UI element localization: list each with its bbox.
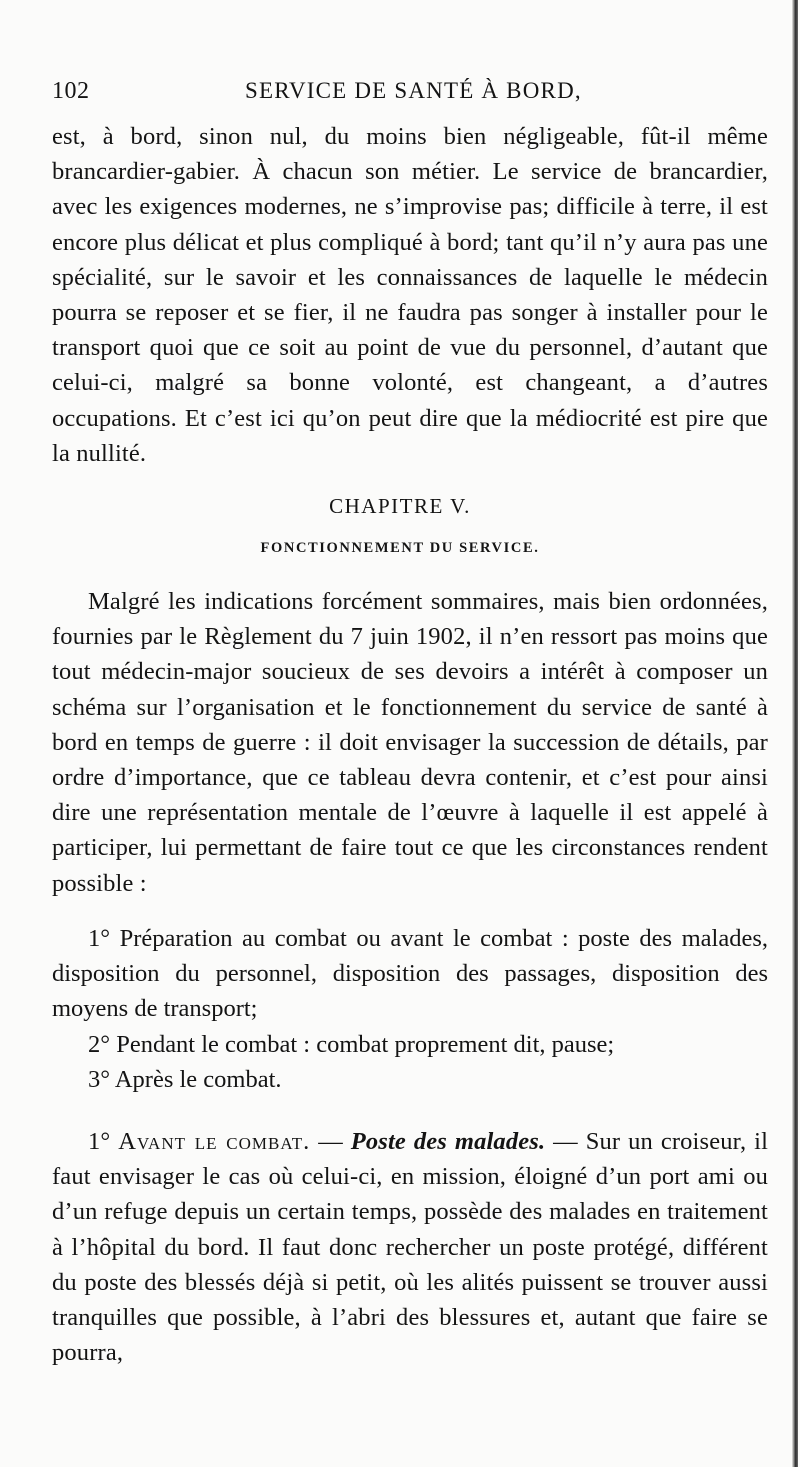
subsection-heading: Avant le combat. (118, 1128, 311, 1155)
paragraph-2: Malgré les indications forcément sommaires, mais bien ordonnées, fournies par le Règlement du 7 juin 1902, il n’en ressort pas moins que tout médecin-major soucieux de ses devoirs a intérêt à composer un schéma sur l’organisation et le fonctionnement du service de santé à bord en temps de guerre : il doit envisager la succession de détails, par ordre d’importance, que ce tableau devra contenir, et c’est pour ainsi dire une représentation mentale de l’œuvre à laquelle il est appelé à participer, lui permettant de faire tout ce que les circonstances rendent possible : (52, 588, 768, 897)
subsection-subheading: Poste des malades. (350, 1128, 546, 1155)
list-item (52, 1062, 768, 1098)
list-item-text: Pendant le combat : combat proprement dit, pause; (116, 1031, 615, 1058)
page-header (52, 78, 772, 112)
list-item (52, 921, 768, 1027)
section-title: FONCTIONNEMENT DU SERVICE. (260, 540, 540, 556)
list-item-number: 2° (88, 1031, 111, 1058)
paragraph-3-text: Sur un croiseur, il faut envisager le cas où celui-ci, en mission, éloigné d’un port ami ou d’un refuge depuis un certain temps, possède des malades en traitement à l’hôpital du bord. Il faut donc rechercher un poste protégé, différent du poste des blessés déjà si petit, où les alités puissent se trouver aussi tranquilles que possible, à l’abri des blessures et, autant que faire se pourra, (52, 1128, 769, 1367)
dash: — (318, 1128, 343, 1155)
page-edge (792, 0, 798, 1467)
list-item-number: 1° (88, 925, 111, 952)
list-item (52, 1027, 768, 1063)
paragraph-1: est, à bord, sinon nul, du moins bien négligeable, fût-il même brancardier-gabier. À chacun son métier. Le service de brancardier, avec les exigences modernes, ne s’improvise pas; difficile à terre, il est encore plus délicat et plus compliqué à bord; tant qu’il n’y aura pas une spécialité, sur le savoir et les connaissances de laquelle le médecin pourra se reposer et se fier, il ne faudra pas songer à installer pour le transport quoi que ce soit au point de vue du personnel, d’autant que celui-ci, malgré sa bonne volonté, est changeant, a d’autres occupations. Et c’est ici qu’on peut dire que la médiocrité est pire que la nullité. (52, 123, 768, 467)
page-number: 102 (52, 78, 90, 104)
dash: — (553, 1128, 578, 1155)
subsection-number: 1° (88, 1128, 111, 1155)
list-item-number: 3° (88, 1066, 111, 1093)
paragraph-3 (52, 1124, 768, 1444)
chapter-title: CHAPITRE V. (329, 494, 471, 518)
list-item-text: Préparation au combat ou avant le combat : poste des malades, disposition du personnel, disposition des passages, disposition des moyens de transport; (52, 925, 768, 1023)
list-item-text: Après le combat. (114, 1066, 282, 1093)
running-head: SERVICE DE SANTÉ À BORD, (245, 78, 582, 103)
